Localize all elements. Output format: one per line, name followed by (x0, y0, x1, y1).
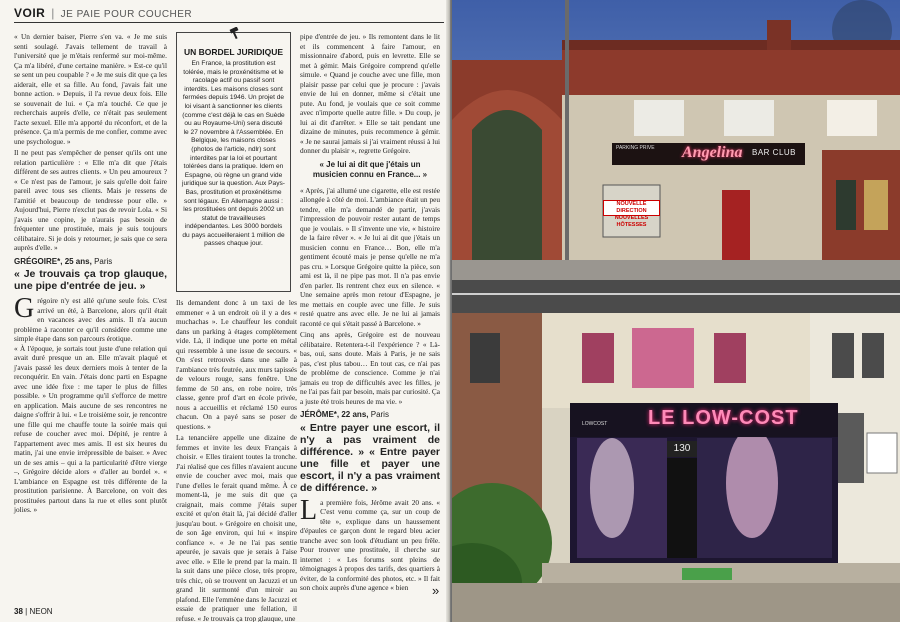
dropcap-paragraph (14, 293, 167, 344)
dropcap: G (14, 293, 35, 324)
subject-age: 22 ans, (341, 410, 369, 419)
subject-heading (300, 410, 440, 420)
paragraph: « À l'époque, je sortais tout juste d'une relation qui avait duré presque un an. Elle m'avait plaqué et j'avais passé les deux derniers mois à tenter de la reconquérir. En vain. J'étais donc parti en Espagne avec une idée fixe : me taper le plus de filles possible. » Un programme qu'il s'efforce de mettre en application. Mais aucune de ses rencontres ne daigne s'offrir à lui. « Le troisième soir, je rencontre une fille qui me chauffe toute la soirée mais qui refuse de coucher avec moi. Dépité, je rentre à l'appartement avec mes amis. Il est six heures du matin, j'ai une envie irrépressible de baiser. » Avec un de ses amis – qui a la particularité d'être vierge –, Grégoire décide alors « d'aller au bordel ». « L'ambiance en Espagne est très différente de la prostitution parisienne. À Barcelone, on voit des prostituées partout dans la rue et elles sont plutôt jolies. » (14, 343, 167, 514)
paragraph: Il ne peut pas s'empêcher de penser qu'ils ont une relation particulière : « Elle m'a dit que j'étais différent de ses autres clients. » Un peu amoureux ? « Ce n'est pas de l'amour, je sais qu'elle doit faire pareil avec tous ses clients. Mais je ressens de l'amitié et beaucoup de tendresse pour elle. » Aujourd'hui, Pierre n'exclut pas de revoir Lola. « Si j'avais une copine, je n'aurais pas besoin de fréquenter une prostituée, mais je suis toujours célibataire. Si je dois y retourner, je sais que ce sera auprès d'elle. » (14, 148, 167, 252)
lowcost-neon-text: LE LOW-COST (648, 407, 799, 429)
magazine-name: NEON (29, 607, 53, 616)
column-2 (176, 298, 297, 622)
header-rule (14, 22, 444, 23)
angelina-neon-text: Angelina (682, 144, 743, 161)
page-number: 38 (14, 607, 23, 616)
paragraph: « Un dernier baiser, Pierre s'en va. « Je me suis senti soulagé. J'avais tellement de travail à l'université que je m'étais renfermé sur moi-même. Ça m'a libéré, d'une certaine manière. » Est-ce qu'il se sent un peu coupable ? « Je me suis dit que ça les aiderait, elle et sa fille. Au fond, j'avais fait une bonne action. » Depuis, il l'a revue deux fois. Elle se souvenait de lui. « Ça m'a touché. Ce que je recherchais auprès d'elle, ce n'était pas seulement l'acte sexuel. Elle m'a apporté du réconfort, et de la présence. Ça m'a permis de me confier, comme avec une psychologue. » (14, 32, 167, 146)
continue-arrow: » (432, 583, 440, 598)
footer-separator: | (25, 607, 28, 616)
subject-heading (14, 257, 167, 267)
paragraph: Ils demandent donc à un taxi de les emmener « à un endroit où il y a des « muchachas ». Le chauffeur les conduit dans un parking à étages complètement vide. Là, il indique une porte en métal qui ressemble à une issue de secours. « On s'est retrouvés dans une salle à l'ambiance très feutrée, aux murs tapissés de velours rouge, sans fenêtre. Une femme de 50 ans, en robe noire, très classe, genre prof d'art en école privée, nous a accueillis et réclamé 150 euros chacun. On a payé sans se poser de questions. » (176, 298, 297, 431)
sidebar-body: En France, la prostitution est tolérée, mais le proxénétisme et le racolage actif ou passif sont interdits. Les maisons closes sont fermées depuis 1946. Un projet de loi visant à sanctionner les clients (comme c'est déjà le cas en Suède ou au Royaume-Uni) sera discuté le 27 novembre à l'Assemblée. En Belgique, les maisons closes (photos de l'article, ndlr) sont interdites par la loi et pourtant tolérées dans la pratique. Idem en Espagne, où règne un grand vide juridique sur la question. Aux Pays-Bas, prostitution et proxénétisme sont légaux. En Allemagne aussi : les prostituées ont depuis 2002 un statut de travailleuses indépendantes. Les 3000 bordels du pays accueilleraient 1 million de passes chaque jour. (182, 60, 285, 248)
pull-quote: « Je lui ai dit que j'étais un musicien connu en France... » (312, 159, 428, 179)
column-3 (300, 32, 440, 593)
subject-age: 25 ans, (64, 256, 92, 266)
gavel-icon (227, 27, 243, 39)
pull-quote: « Je trouvais ça trop glauque, une pipe d'entrée de jeu. » (14, 268, 167, 292)
lowcost-illustration (452, 313, 900, 622)
header-separator: | (51, 6, 55, 20)
paragraph: a première fois, Jérôme avait 20 ans. « C'est venu comme ça, sur un coup de tête », explique dans un haussement d'épaules ce garçon dont le regard bleu acier tranche avec son look d'étudiant un peu frêle. Pour trouver une prostituée, il cherche sur internet : « Les forums sont pleins de témoignages à propos des tarifs, des quartiers à éviter, de la conformité des photos, etc. » Il fait son choix auprès d'une agence « bien (300, 497, 440, 592)
angelina-sign (612, 143, 805, 165)
subject-name: JÉRÔME*, (300, 410, 340, 419)
sidebar-box (176, 32, 291, 292)
subject-name: GRÉGOIRE*, (14, 256, 63, 266)
sidebar-title: UN BORDEL JURIDIQUE (183, 47, 284, 57)
paragraph: « Après, j'ai allumé une cigarette, elle est restée allongée à côté de moi. L'ambiance était un peu tendre, elle m'a demandé de partir, j'avais l'impression de pouvoir rester autant de temps que je voulais. » Il s'invente une vie, « histoire de la faire rêver ». « Je lui ai dit que j'étais un musicien connu en France… Bon, elle m'a gentiment écouté mais je pense qu'elle ne m'a pas cru. » Lorsque Grégoire quitte la pièce, son ami est là, il ne pipe pas mot. Il n'a pas envie d'en parler. Ils rentrent chez eux en silence. « Une semaine après mon retour d'Espagne, je me mettais en couple avec une fille. Je suis resté quatre ans avec elle. Je ne lui ai jamais raconté ce qui s'était passé à Barcelone. » (300, 185, 440, 328)
photo-angelina-building (452, 0, 900, 313)
house-number: 130 (667, 441, 697, 457)
paragraph: régoire n'y est allé qu'une seule fois. C'est arrivé un été, à Barcelone, alors qu'il était en vacances avec des amis. Il n'a aucun problème à raconter ce qu'il considère comme une simple étape dans son parcours érotique. (14, 296, 167, 343)
section-label: VOIR (14, 6, 46, 20)
photo-lowcost-building (452, 313, 900, 622)
paragraph: La tenancière appelle une dizaine de femmes et invite les deux Français à choisir. « Elles tiraient toutes la tronche. J'ai réalisé que ces filles n'avaient aucune envie de coucher avec moi, mais que l'une d'elles le ferait quand même. À ce moment-là, je me suis dit que ça craignait, mais comme j'étais super excité et qu'on était là, j'ai décidé d'aller jusqu'au bout. » Grégoire en choisit une, de son âge environ, qui lui « inspire confiance ». « Je ne l'ai pas sentie apeurée, je savais que je serais à l'aise avec elle. » Elle le prend par la main. Il la suit dans une pièce close, très propre, très chic, où se trouvent un Jacuzzi et un grand lit surmonté d'un miroir au plafond. Elle l'emmène dans le Jacuzzi et essaie de pratiquer une fellation, il refuse. « Je trouvais ça trop glauque, une (176, 433, 297, 622)
paragraph: pipe d'entrée de jeu. » Ils remontent dans le lit et ils commencent à faire l'amour, en missionnaire d'abord, puis en levrette. Elle se met à gémir. Mais Grégoire comprend qu'elle simule. « Quand je couche avec une fille, mon plaisir passe par celui que je procure : j'avais envie de lui en donner, même si c'était une pute. Au fond, je voulais que ce soit comme avec n'importe quelle autre fille. » Du coup, je lui ai dit d'arrêter. » Elle se tait pendant une dizaine de minutes, puis recommence à gémir. « Je ne saurai jamais si j'ai vraiment réussi à lui donner du plaisir », regrette Grégoire. (300, 32, 440, 155)
parking-sign-text: PARKING PRIVE (616, 145, 655, 151)
pull-quote: « Entre payer une escort, il n'y a pas vraiment de différence. » « Entre payer une fille et payer une escort, il n'y a pas vraiment de différence. » (300, 421, 440, 494)
subject-city: Paris (94, 256, 113, 266)
dropcap: L (300, 494, 318, 526)
column-1 (14, 32, 167, 517)
right-page (452, 0, 900, 622)
subject-city: Paris (370, 410, 389, 419)
left-page (0, 0, 448, 622)
section-subtitle: JE PAIE POUR COUCHER (60, 9, 193, 20)
lowcost-sign (570, 403, 838, 437)
lowcost-small-text: LOWCOST (582, 421, 608, 427)
paragraph: Cinq ans après, Grégoire est de nouveau célibataire. Retentera-t-il l'expérience ? « Là-bas, oui, sans doute. Mais à Paris, je ne sais pas, c'est plus tabou… En tout cas, ce n'ai pas de problème de conscience. Comme je n'ai jamais eu trop de difficultés avec les filles, je ne l'ai pas fait par besoin, mais par curiosité. Ça a juste été trois heures de ma vie. » (300, 330, 440, 406)
dropcap-paragraph (300, 494, 440, 593)
bar-club-text: BAR CLUB (752, 148, 797, 157)
page-footer (14, 607, 53, 616)
new-management-notice: NOUVELLE DIRECTION NOUVELLES HÔTESSES (603, 200, 660, 216)
section-header (14, 6, 192, 20)
